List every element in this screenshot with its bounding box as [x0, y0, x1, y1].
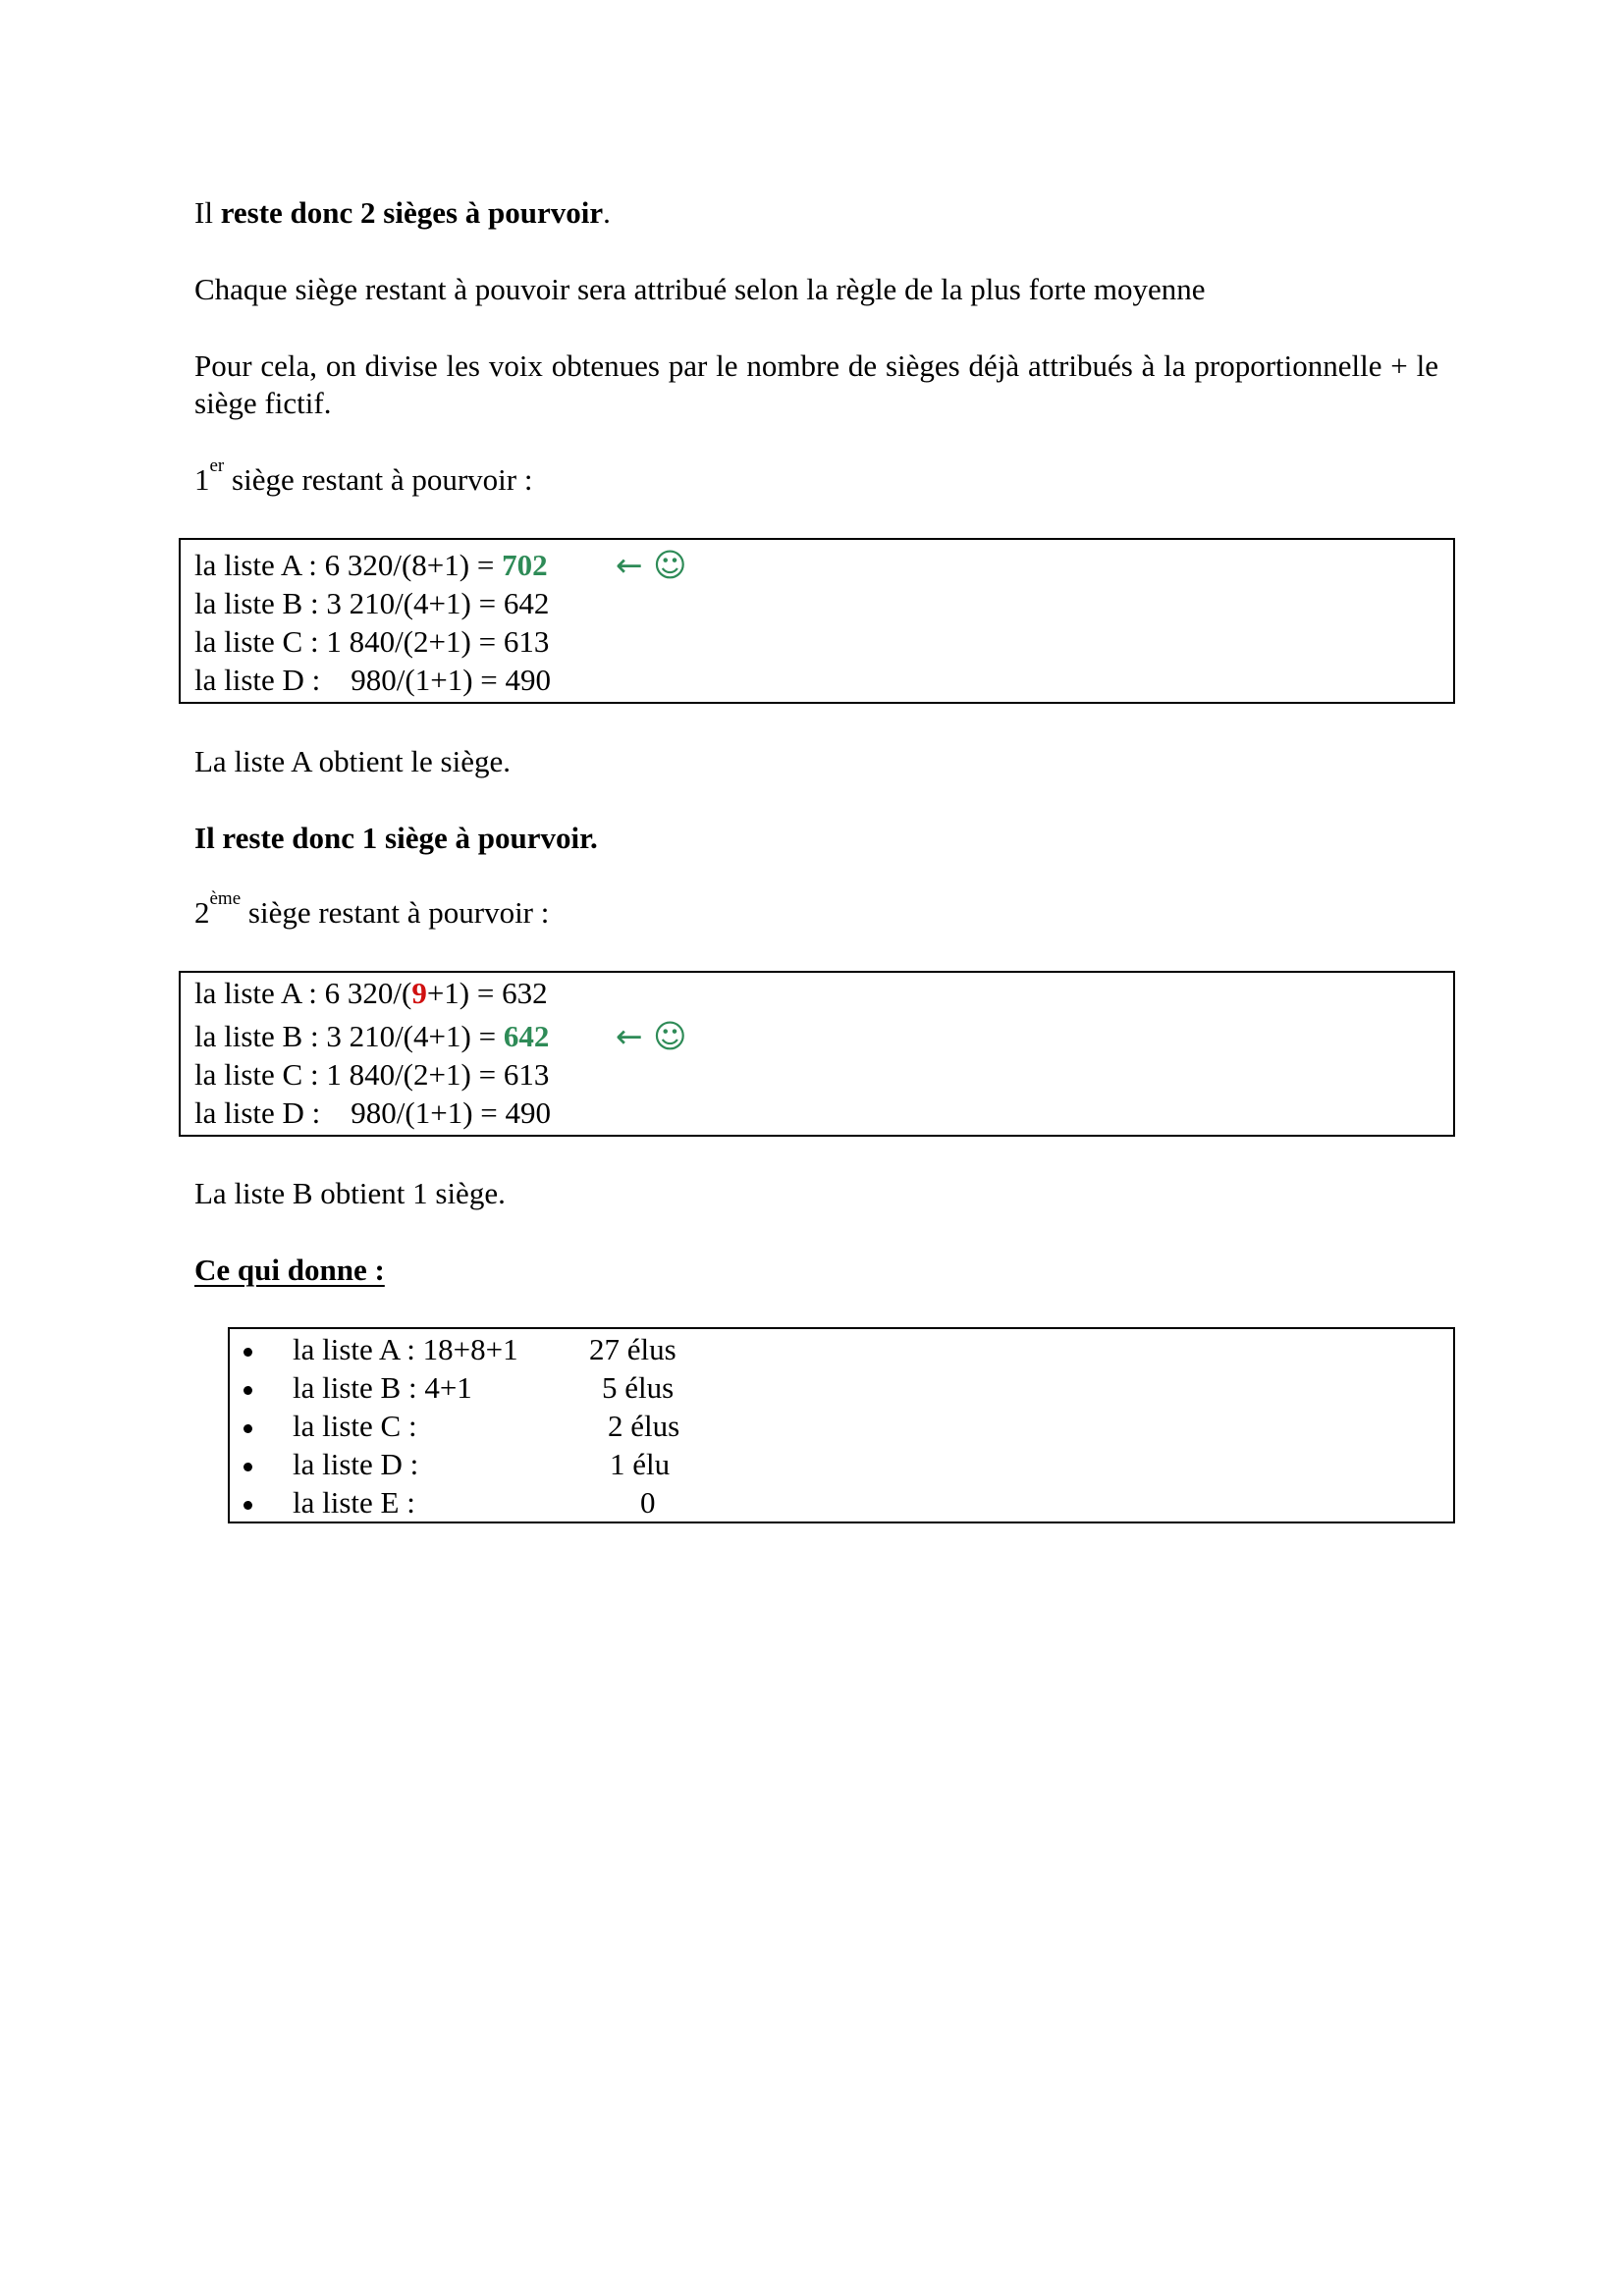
box2-row-b: [194, 1018, 549, 1055]
box2-row-d-expression: la liste D : 980/(1+1) =: [194, 1095, 506, 1130]
box1-row-a-result: 702: [502, 548, 548, 582]
summary-label-a: la liste A : 18+8+1: [293, 1332, 518, 1366]
box2-row-b-result: 642: [503, 1019, 550, 1053]
box2-row-a-before: la liste A : 6 320/(: [194, 976, 412, 1010]
box2-row-a: [194, 975, 548, 1012]
summary-value-d: 1 élu: [610, 1447, 671, 1481]
box1-row-c: [194, 623, 549, 661]
heading-suffix: .: [603, 195, 611, 230]
box2-row-a-highlight: 9: [411, 976, 427, 1010]
remaining-one-seat-line: Il reste donc 1 siège à pourvoir.: [194, 821, 598, 855]
bullet-icon: [243, 1501, 252, 1510]
first-seat-label: [194, 455, 533, 499]
bullet-icon: [243, 1463, 252, 1471]
box1-row-d-result: 490: [505, 663, 552, 697]
summary-value-a: 27 élus: [589, 1332, 676, 1366]
heading-bold: reste donc 2 sièges à pourvoir: [220, 195, 604, 230]
box1-row-b-result: 642: [503, 586, 550, 620]
second-seat-label: [194, 888, 550, 932]
box1-row-b: [194, 585, 549, 622]
box2-row-d: [194, 1095, 551, 1132]
box2-row-c: [194, 1056, 549, 1094]
rule-sentence: Chaque siège restant à pouvoir sera attribué selon la règle de la plus forte moyenne: [194, 272, 1206, 306]
heading-prefix: Il: [194, 195, 221, 230]
second-seat-text: siège restant à pourvoir :: [241, 895, 550, 930]
second-seat-suffix: ème: [209, 888, 242, 909]
box1-row-b-expression: la liste B : 3 210/(4+1) =: [194, 586, 504, 620]
summary-value-b: 5 élus: [602, 1370, 675, 1405]
box2-row-c-expression: la liste C : 1 840/(2+1) =: [194, 1057, 504, 1092]
summary-label-e: la liste E :: [293, 1485, 415, 1520]
first-seat-text: siège restant à pourvoir :: [224, 462, 533, 497]
first-seat-number: 1: [194, 462, 210, 497]
summary-heading: Ce qui donne :: [194, 1253, 385, 1287]
bullet-icon: [243, 1424, 252, 1433]
first-seat-suffix: er: [209, 455, 225, 476]
method-sentence: Pour cela, on divise les voix obtenues par le nombre de sièges déjà attribués à la proportionnelle + le siège fictif.: [194, 348, 1438, 420]
summary-label-d: la liste D :: [293, 1447, 419, 1481]
summary-value-c: 2 élus: [608, 1409, 680, 1443]
summary-value-e: 0: [640, 1485, 656, 1520]
bullet-icon: [243, 1386, 252, 1395]
remaining-two-seats-line: [194, 194, 611, 232]
second-seat-number: 2: [194, 895, 210, 930]
second-seat-result: La liste B obtient 1 siège.: [194, 1176, 506, 1210]
box2-row-c-result: 613: [503, 1057, 550, 1092]
box1-row-d-expression: la liste D : 980/(1+1) =: [194, 663, 506, 697]
box1-row-a: [194, 547, 548, 584]
box2-row-d-result: 490: [505, 1095, 552, 1130]
summary-label-b: la liste B : 4+1: [293, 1370, 472, 1405]
first-seat-result: La liste A obtient le siège.: [194, 744, 511, 778]
box1-row-d: [194, 662, 551, 699]
winner-arrow-icon: ← ☺: [616, 546, 687, 584]
box2-row-b-expression: la liste B : 3 210/(4+1) =: [194, 1019, 504, 1053]
box1-row-c-expression: la liste C : 1 840/(2+1) =: [194, 624, 504, 659]
winner-arrow-icon: ← ☺: [616, 1017, 687, 1055]
box1-row-a-expression: la liste A : 6 320/(8+1) =: [194, 548, 503, 582]
box2-row-a-after: +1) = 632: [426, 976, 548, 1010]
box1-row-c-result: 613: [503, 624, 550, 659]
summary-label-c: la liste C :: [293, 1409, 417, 1443]
bullet-icon: [243, 1348, 252, 1357]
